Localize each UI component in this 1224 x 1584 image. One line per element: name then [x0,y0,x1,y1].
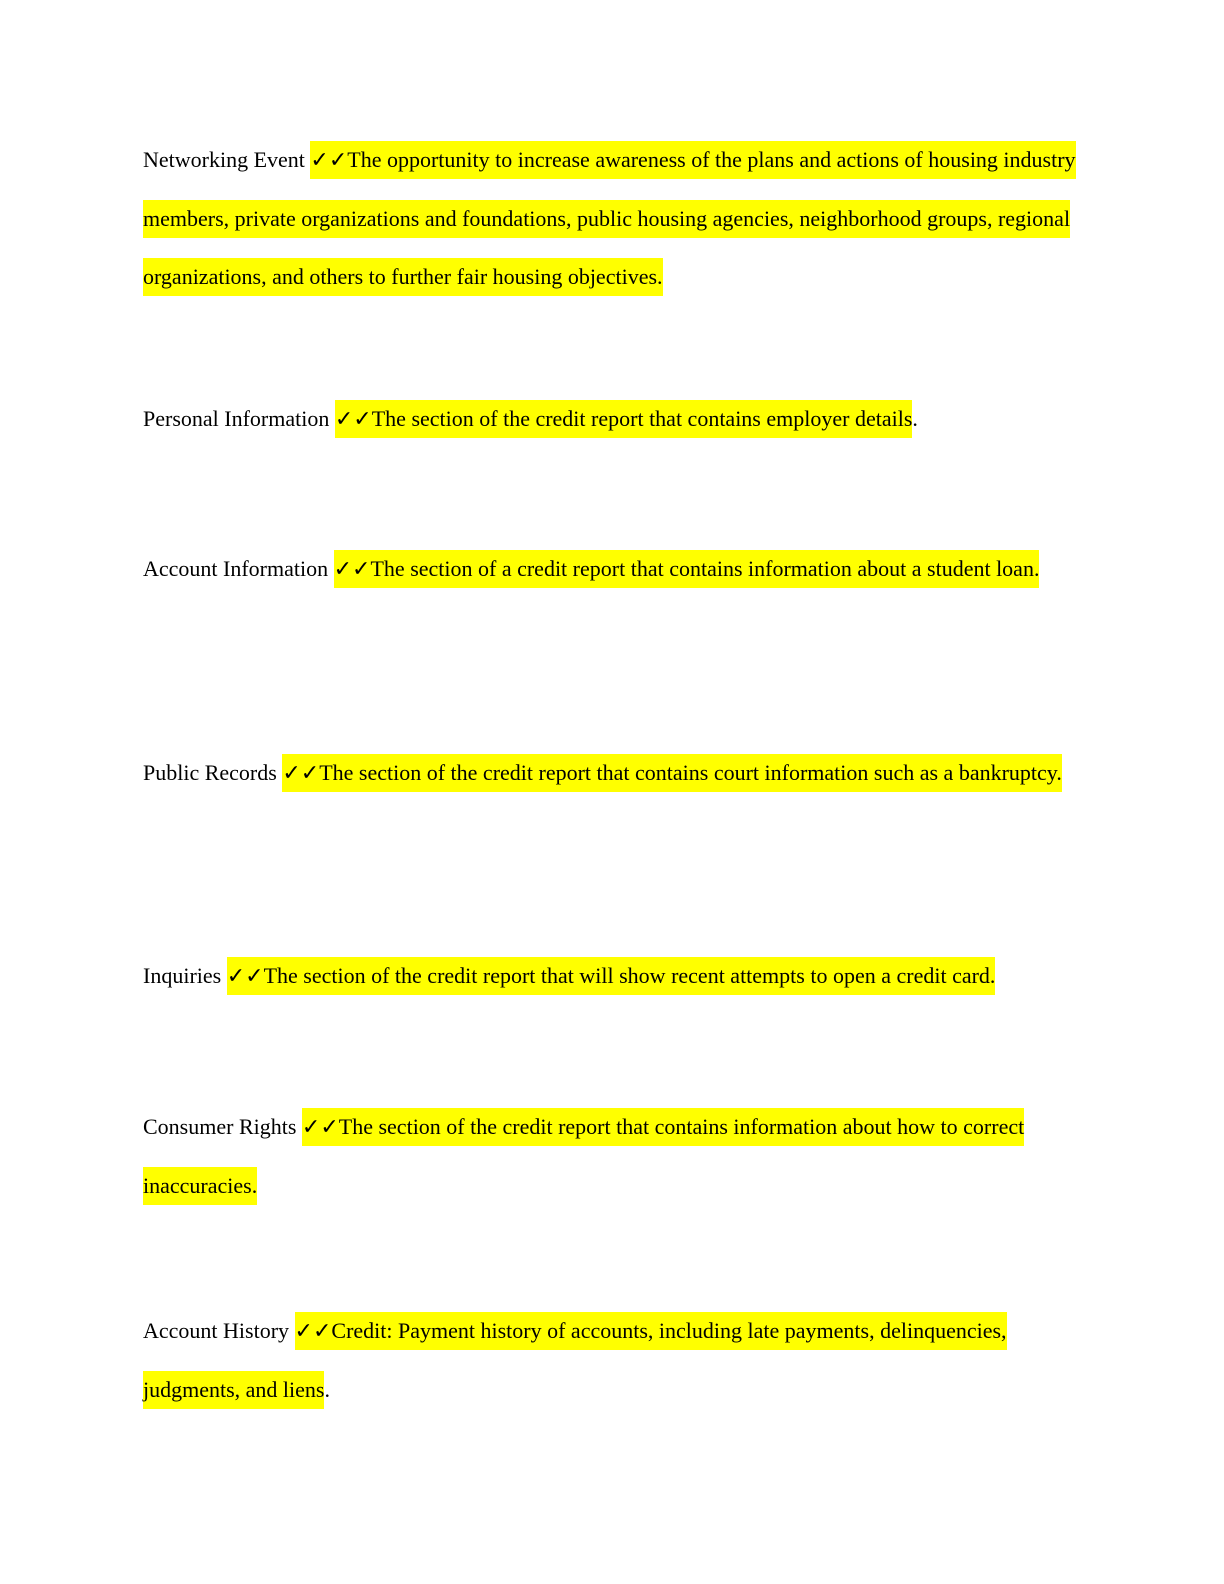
flashcard-entry [143,744,1083,803]
term-label: Networking Event [143,147,305,172]
double-check-icon: ✓✓ [226,964,264,989]
definition-text: Credit: Payment history of accounts, including late payments, delinquencies, judgments, and liens [143,1318,1007,1402]
double-check-icon: ✓✓ [294,1319,332,1344]
definition-highlight [335,400,913,438]
term-label: Inquiries [143,963,222,988]
term-label: Personal Information [143,406,330,431]
trailing-text: . [324,1377,330,1402]
term-label: Consumer Rights [143,1114,297,1139]
term-label: Account History [143,1318,290,1343]
double-check-icon: ✓✓ [333,557,371,582]
double-check-icon: ✓✓ [282,761,320,786]
double-check-icon: ✓✓ [334,407,372,432]
flashcard-entry [143,947,1083,1006]
double-check-icon: ✓✓ [301,1115,339,1140]
term-label: Public Records [143,760,277,785]
double-check-icon: ✓✓ [310,148,348,173]
definition-text: The section of the credit report that contains employer details [371,406,913,431]
definition-text: The section of the credit report that contains court information such as a bankruptcy. [319,760,1062,785]
flashcard-entry [143,1302,1083,1419]
definition-text: The section of the credit report that will show recent attempts to open a credit card. [263,963,996,988]
flashcard-entry [143,390,1083,449]
flashcard-entry [143,131,1083,306]
flashcard-entry [143,1098,1083,1215]
term-label: Account Information [143,556,329,581]
definition-highlight [227,957,996,995]
definition-text: The section of a credit report that contains information about a student loan. [370,556,1040,581]
trailing-text: . [912,406,918,431]
definition-highlight [282,754,1062,792]
flashcard-entry [143,540,1083,599]
definition-text: The opportunity to increase awareness of the plans and actions of housing industry members, private organizations and foundations, public housing agencies, neighborhood groups, regional organizations, and others to further fair housing objectives. [143,147,1076,289]
definition-text: The section of the credit report that contains information about how to correct inaccuracies. [143,1114,1025,1198]
definition-highlight [334,550,1040,588]
